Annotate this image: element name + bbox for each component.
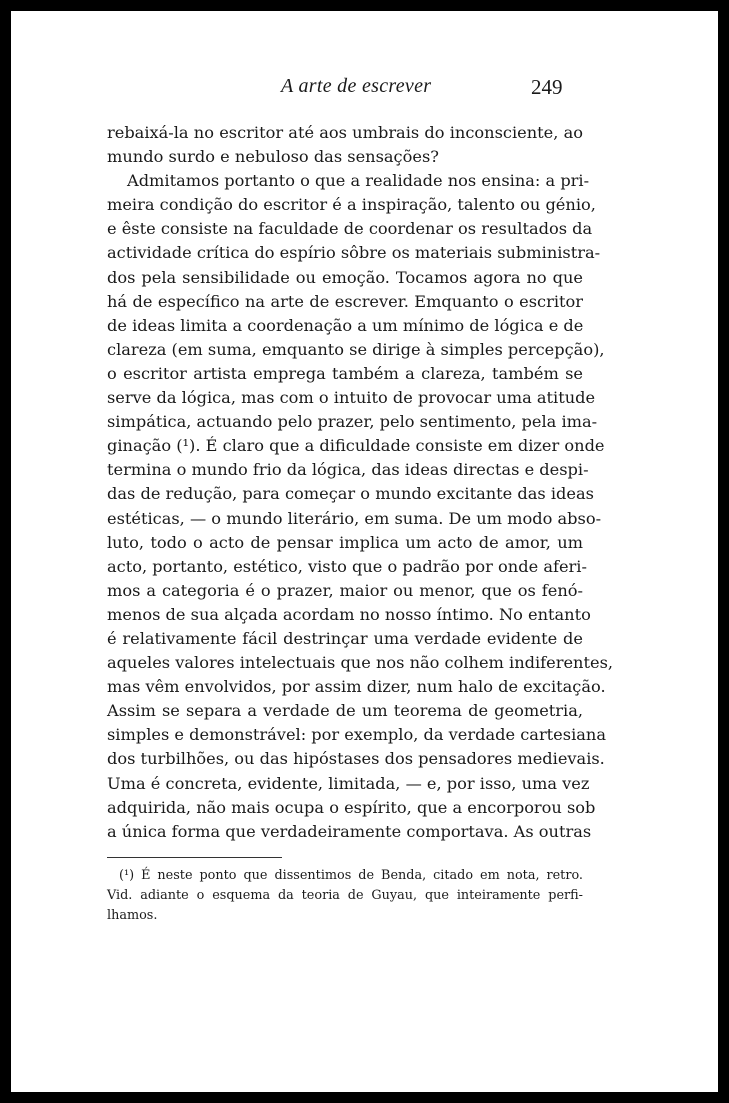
text-line: há de específico na arte de escrever. Emquanto o escritor xyxy=(107,291,583,311)
running-title: A arte de escrever xyxy=(281,75,432,97)
text-line: Uma é concreta, evidente, limitada, — e, por isso, uma vez xyxy=(107,773,590,793)
text-line: actividade crítica do espírio sôbre os materiais subministra- xyxy=(107,243,601,263)
text-line: mos a categoria é o prazer, maior ou menor, que os fenó- xyxy=(107,580,583,600)
text-line: rebaixá-la no escritor até aos umbrais do inconsciente, ao xyxy=(107,123,583,142)
text-line: Admitamos portanto o que a realidade nos ensina: a pri- xyxy=(127,171,590,191)
text-line: mas vêm envolvidos, por assim dizer, num halo de excitação. xyxy=(107,677,606,697)
text-line: luto, todo o acto de pensar implica um acto de amor, um xyxy=(107,532,583,552)
footnotes xyxy=(107,866,583,926)
text-line: simpática, actuando pelo prazer, pelo sentimento, pela ima- xyxy=(107,412,598,432)
text-line: e êste consiste na faculdade de coordenar os resultados da xyxy=(107,219,593,239)
footnote-line: (¹) É neste ponto que dissentimos de Benda, citado em nota, retro. xyxy=(119,868,583,883)
text-line: dos turbilhões, ou das hipóstases dos pensadores medievais. xyxy=(107,749,605,769)
text-line: meira condição do escritor é a inspiração, talento ou génio, xyxy=(107,195,596,215)
text-line: é relativamente fácil destrinçar uma verdade evidente de xyxy=(107,628,583,648)
text-line: ginação (¹). É claro que a dificuldade consiste em dizer onde xyxy=(107,436,605,456)
book-page xyxy=(11,11,718,1092)
text-line: adquirida, não mais ocupa o espírito, que a encorporou sob xyxy=(107,797,596,817)
text-line: serve da lógica, mas com o intuito de provocar uma atitude xyxy=(107,388,596,408)
page-number: 249 xyxy=(531,75,563,99)
body-text xyxy=(107,121,614,844)
footnote-line: Vid. adiante o esquema da teoria de Guyau, que inteiramente perfi- xyxy=(107,888,583,903)
text-line: de ideas limita a coordenação a um mínimo de lógica e de xyxy=(107,315,584,335)
text-line: estéticas, — o mundo literário, em suma. De um modo abso- xyxy=(107,508,602,528)
text-line: aqueles valores intelectuais que nos não colhem indiferentes, xyxy=(107,653,614,673)
text-line: mundo surdo e nebuloso das sensações? xyxy=(107,147,439,167)
text-line: acto, portanto, estético, visto que o padrão por onde aferi- xyxy=(107,556,587,576)
footnote-divider xyxy=(107,857,282,858)
text-line: o escritor artista emprega também a clareza, também se xyxy=(107,363,583,383)
page-header xyxy=(11,75,718,111)
text-line: clareza (em suma, emquanto se dirige à simples percepção), xyxy=(107,339,605,359)
text-line: simples e demonstrável: por exemplo, da verdade cartesiana xyxy=(107,725,606,745)
footnote-line: lhamos. xyxy=(107,908,158,923)
text-line: termina o mundo frio da lógica, das ideas directas e despi- xyxy=(107,460,589,480)
text-line: Assim se separa a verdade de um teorema de geometria, xyxy=(107,701,583,721)
text-line: menos de sua alçada acordam no nosso íntimo. No entanto xyxy=(107,604,591,624)
text-line: das de redução, para começar o mundo excitante das ideas xyxy=(107,484,594,504)
text-line: dos pela sensibilidade ou emoção. Tocamos agora no que xyxy=(107,267,583,287)
text-line: a única forma que verdadeiramente comportava. As outras xyxy=(107,821,592,841)
